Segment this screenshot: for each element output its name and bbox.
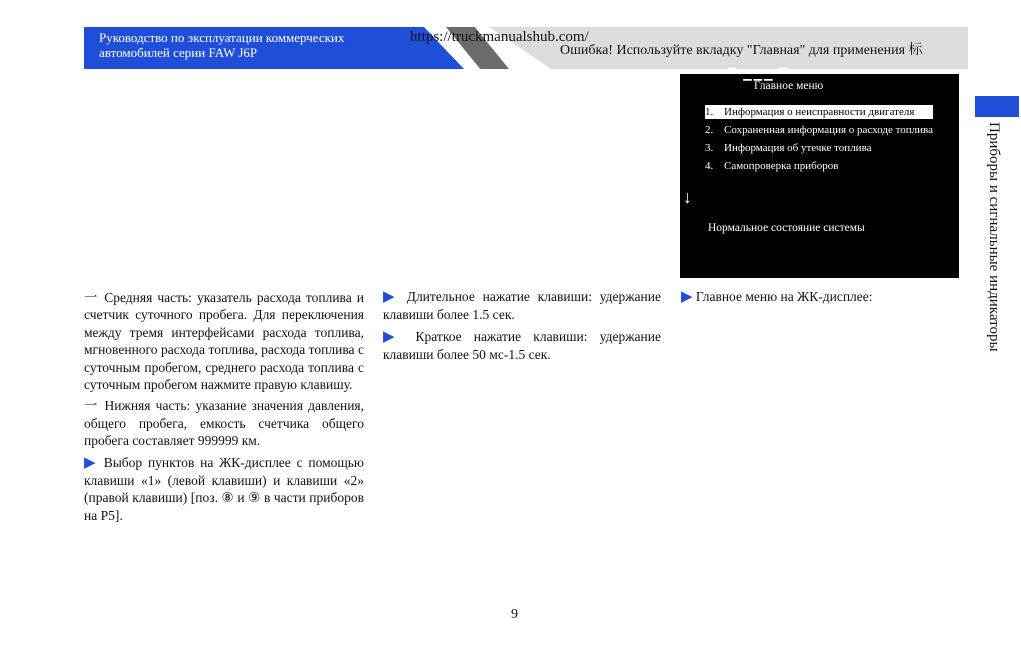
section-side-label: Приборы и сигнальные индикаторы: [986, 122, 1002, 352]
page-number: 9: [511, 607, 518, 622]
paragraph-text: Длительное нажатие клавиши: удержание клавиши более 1.5 сек.: [383, 289, 661, 323]
lcd-menu-item: [705, 159, 933, 173]
manual-title: Руководство по эксплуатации коммерческих автомобилей серии FAW J6P: [99, 30, 345, 60]
paragraph-text: Краткое нажатие клавиши: удержание клавиши более 50 мс-1.5 сек.: [383, 328, 661, 363]
lcd-item-label: Самопроверка приборов: [724, 160, 839, 172]
paragraph-lcd-menu-caption: [681, 288, 959, 306]
text-column-right: [681, 288, 959, 310]
header-error-text: Ошибка! Используйте вкладку "Главная" для применения 标: [560, 43, 923, 58]
lcd-item-number: 2.: [705, 124, 714, 136]
paragraph-long-press: [383, 288, 661, 324]
lcd-item-number: 4.: [705, 160, 714, 172]
bullet-triangle-icon: ▶: [84, 454, 98, 471]
lcd-item-label: Информация об утечке топлива: [724, 142, 872, 154]
lcd-top-clipped-marks: ▔ ▁▁▁ ▔: [728, 69, 790, 81]
lcd-item-label: Сохраненная информация о расходе топлива: [724, 124, 933, 136]
lcd-menu-item: [705, 105, 933, 119]
text-column-left: [84, 289, 364, 528]
lcd-main-menu-screen: [680, 69, 959, 278]
bullet-triangle-icon: ▶: [383, 289, 399, 305]
source-url[interactable]: https://truckmanualshub.com/: [410, 29, 589, 45]
paragraph-text: Главное меню на ЖК-дисплее:: [695, 289, 873, 304]
lcd-menu-item: [705, 123, 933, 137]
section-tab-marker: [975, 96, 1019, 117]
paragraph-lower-part: 一 Нижняя часть: указание значения давления, общего пробега, емкость счетчика общего пробега составляет 999999 км.: [84, 398, 364, 449]
lcd-status-text: Нормальное состояние системы: [708, 222, 865, 234]
lcd-menu-item: [705, 141, 933, 155]
paragraph-text: Выбор пунктов на ЖК-дисплее с помощью клавиши «1» (левой клавиши) и клавиши «2» (правой клавиши) [поз. ⑧ и ⑨ в части приборов на P5].: [84, 454, 364, 523]
paragraph-short-press: [383, 328, 661, 364]
lcd-title: Главное меню: [754, 80, 824, 92]
bullet-triangle-icon: ▶: [681, 289, 693, 305]
paragraph-item-selection: [84, 454, 364, 525]
lcd-menu-list: [705, 105, 933, 177]
lcd-item-number: 3.: [705, 142, 714, 154]
text-column-middle: [383, 288, 661, 368]
lcd-item-label: Информация о неисправности двигателя: [724, 106, 915, 118]
scroll-down-arrow-icon: ↓: [683, 187, 692, 207]
paragraph-middle-part: 一 Средняя часть: указатель расхода топлива и счетчик суточного пробега. Для переключения между тремя интерфейсами расхода топлива, мгновенного расхода топлива, расхода топлива с суточным пробегом, среднего расхода топлива с суточным пробегом нажмите правую клавишу.: [84, 290, 364, 393]
bullet-triangle-icon: ▶: [383, 328, 404, 345]
lcd-item-number: 1.: [705, 106, 714, 118]
page-header: [84, 27, 968, 69]
